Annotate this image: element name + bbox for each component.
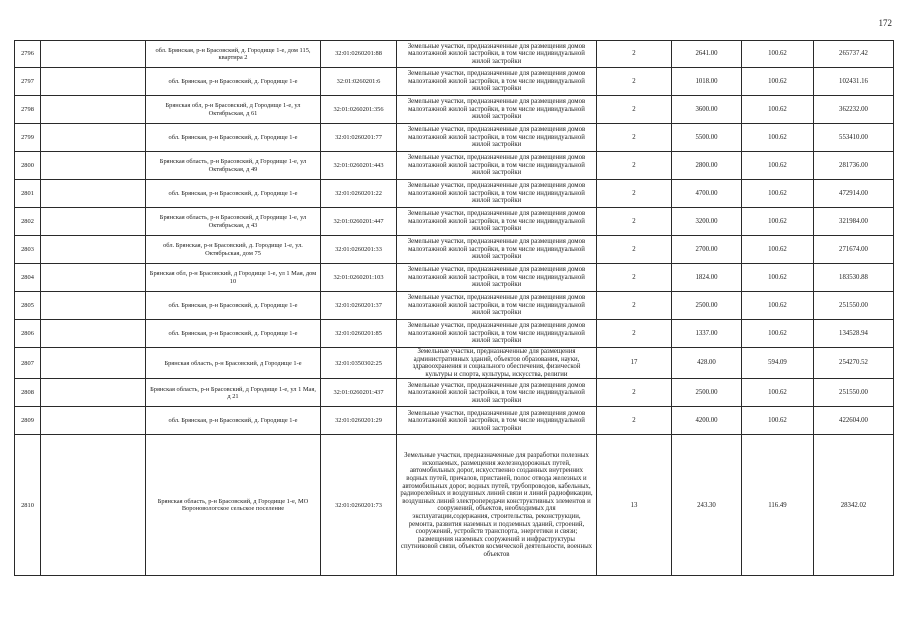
address-cell: обл. Брянская, р-н Брасовский, д. Городище 1-е bbox=[146, 180, 321, 208]
table-row bbox=[15, 292, 894, 320]
row-number: 2804 bbox=[15, 264, 41, 292]
land-purpose-cell: Земельные участки, предназначенные для размещения домов малоэтажной жилой застройки, в том числе индивидуальной жилой застройки bbox=[397, 180, 597, 208]
cadastral-number-cell: 32:01:0260201:103 bbox=[321, 264, 397, 292]
table-row bbox=[15, 320, 894, 348]
cadastral-value-cell: 134528.94 bbox=[814, 320, 894, 348]
area-cell: 4700.00 bbox=[672, 180, 742, 208]
cadastral-number-cell: 32:01:0260201:85 bbox=[321, 320, 397, 348]
specific-value-cell: 100.62 bbox=[742, 68, 814, 96]
address-cell: обл. Брянская, р-н Брасовский, д. Городище 1-е, ул. Октябрьская, дом 75 bbox=[146, 236, 321, 264]
land-purpose-cell: Земельные участки, предназначенные для размещения домов малоэтажной жилой застройки, в том числе индивидуальной жилой застройки bbox=[397, 68, 597, 96]
cadastral-value-cell: 251550.00 bbox=[814, 379, 894, 407]
table-row bbox=[15, 236, 894, 264]
address-cell: Брянская область, р-н Брасовский, д Городище 1-е, ул 1 Мая, д 21 bbox=[146, 379, 321, 407]
table-row bbox=[15, 407, 894, 435]
cadastral-number-cell: 32:01:0260201:437 bbox=[321, 379, 397, 407]
land-purpose-cell: Земельные участки, предназначенные для размещения домов малоэтажной жилой застройки, в том числе индивидуальной жилой застройки bbox=[397, 124, 597, 152]
blank-cell bbox=[41, 96, 146, 124]
land-purpose-cell: Земельные участки, предназначенные для размещения домов малоэтажной жилой застройки, в том числе индивидуальной жилой застройки bbox=[397, 236, 597, 264]
cadastral-value-cell: 183530.88 bbox=[814, 264, 894, 292]
specific-value-cell: 100.62 bbox=[742, 407, 814, 435]
specific-value-cell: 116.49 bbox=[742, 435, 814, 576]
address-cell: обл. Брянская, р-н Брасовский, д. Городище 1-е bbox=[146, 68, 321, 96]
purpose-code-cell: 17 bbox=[597, 348, 672, 379]
table-row bbox=[15, 348, 894, 379]
land-purpose-cell: Земельные участки, предназначенные для размещения домов малоэтажной жилой застройки, в том числе индивидуальной жилой застройки bbox=[397, 41, 597, 68]
cadastral-number-cell: 32:01:0260201:447 bbox=[321, 208, 397, 236]
purpose-code-cell: 2 bbox=[597, 292, 672, 320]
cadastral-value-cell: 553410.00 bbox=[814, 124, 894, 152]
address-cell: Брянская область, р-н Брасовский, д Городище 1-е, ул Октябрьская, д 43 bbox=[146, 208, 321, 236]
purpose-code-cell: 2 bbox=[597, 264, 672, 292]
specific-value-cell: 100.62 bbox=[742, 180, 814, 208]
land-purpose-cell: Земельные участки, предназначенные для размещения домов малоэтажной жилой застройки, в том числе индивидуальной жилой застройки bbox=[397, 152, 597, 180]
purpose-code-cell: 2 bbox=[597, 152, 672, 180]
cadastral-number-cell: 32:01:0350302:25 bbox=[321, 348, 397, 379]
land-purpose-cell: Земельные участки, предназначенные для разработки полезных ископаемых, размещения железнодорожных путей, автомобильных дорог, искусственно созданных внутренних водных путей, причалов, пристаней, полос отвода железных и автомобильных дорог, водных путей, трубопроводов, кабельных, радиорелейных и воздушных линий связи и линий радиофикации, воздушных линий электропередачи конструктивных элементов и сооружений, объектов, необходимых для эксплуатации,содержания, строительства, реконструкции, ремонта, развития наземных и подземных зданий, строений, сооружений, устройств транспорта, энергетики и связи; размещения наземных сооружений и инфраструктуры спутниковой связи, объектов космической деятельности, военных объектов bbox=[397, 435, 597, 576]
area-cell: 5500.00 bbox=[672, 124, 742, 152]
cadastral-value-cell: 321984.00 bbox=[814, 208, 894, 236]
blank-cell bbox=[41, 152, 146, 180]
purpose-code-cell: 2 bbox=[597, 208, 672, 236]
address-cell: Брянская область, р-н Брасовский, д Городище 1-е, МО Вороновологское сельское поселение bbox=[146, 435, 321, 576]
cadastral-value-cell: 472914.00 bbox=[814, 180, 894, 208]
purpose-code-cell: 2 bbox=[597, 236, 672, 264]
table-row bbox=[15, 124, 894, 152]
specific-value-cell: 100.62 bbox=[742, 292, 814, 320]
blank-cell bbox=[41, 435, 146, 576]
blank-cell bbox=[41, 407, 146, 435]
page-number: 172 bbox=[878, 18, 892, 28]
row-number: 2798 bbox=[15, 96, 41, 124]
row-number: 2806 bbox=[15, 320, 41, 348]
blank-cell bbox=[41, 124, 146, 152]
purpose-code-cell: 2 bbox=[597, 320, 672, 348]
purpose-code-cell: 2 bbox=[597, 96, 672, 124]
blank-cell bbox=[41, 320, 146, 348]
cadastral-value-cell: 271674.00 bbox=[814, 236, 894, 264]
land-purpose-cell: Земельные участки, предназначенные для размещения административных зданий, объектов образования, науки, здравоохранения и социального обеспечения, физической культуры и спорта, культуры, искусства, религии bbox=[397, 348, 597, 379]
area-cell: 2800.00 bbox=[672, 152, 742, 180]
row-number: 2809 bbox=[15, 407, 41, 435]
address-cell: обл. Брянская, р-н Брасовский, д. Городище 1-е bbox=[146, 124, 321, 152]
cadastral-value-cell: 254270.52 bbox=[814, 348, 894, 379]
blank-cell bbox=[41, 264, 146, 292]
cadastral-number-cell: 32:01:0260201:37 bbox=[321, 292, 397, 320]
cadastral-number-cell: 32:01:0260201:29 bbox=[321, 407, 397, 435]
specific-value-cell: 100.62 bbox=[742, 96, 814, 124]
table-row bbox=[15, 435, 894, 576]
purpose-code-cell: 13 bbox=[597, 435, 672, 576]
specific-value-cell: 100.62 bbox=[742, 208, 814, 236]
land-purpose-cell: Земельные участки, предназначенные для размещения домов малоэтажной жилой застройки, в том числе индивидуальной жилой застройки bbox=[397, 379, 597, 407]
table-row bbox=[15, 379, 894, 407]
purpose-code-cell: 2 bbox=[597, 180, 672, 208]
area-cell: 2700.00 bbox=[672, 236, 742, 264]
cadastral-value-cell: 362232.00 bbox=[814, 96, 894, 124]
row-number: 2810 bbox=[15, 435, 41, 576]
row-number: 2808 bbox=[15, 379, 41, 407]
cadastral-number-cell: 32:01:0260201:73 bbox=[321, 435, 397, 576]
cadastral-value-cell: 251550.00 bbox=[814, 292, 894, 320]
area-cell: 4200.00 bbox=[672, 407, 742, 435]
table-row bbox=[15, 41, 894, 68]
address-cell: Брянская обл, р-н Брасовский, д Городище 1-е, ул Октябрьская, д 61 bbox=[146, 96, 321, 124]
purpose-code-cell: 2 bbox=[597, 124, 672, 152]
blank-cell bbox=[41, 208, 146, 236]
area-cell: 2500.00 bbox=[672, 379, 742, 407]
specific-value-cell: 100.62 bbox=[742, 264, 814, 292]
area-cell: 243.30 bbox=[672, 435, 742, 576]
cadastral-value-cell: 265737.42 bbox=[814, 41, 894, 68]
cadastral-number-cell: 32:01:0260201:356 bbox=[321, 96, 397, 124]
cadastral-number-cell: 32:01:0260201:443 bbox=[321, 152, 397, 180]
blank-cell bbox=[41, 348, 146, 379]
row-number: 2797 bbox=[15, 68, 41, 96]
blank-cell bbox=[41, 236, 146, 264]
specific-value-cell: 594.09 bbox=[742, 348, 814, 379]
land-purpose-cell: Земельные участки, предназначенные для размещения домов малоэтажной жилой застройки, в том числе индивидуальной жилой застройки bbox=[397, 208, 597, 236]
address-cell: обл. Брянская, р-н Брасовский, д. Городище 1-е bbox=[146, 292, 321, 320]
area-cell: 1337.00 bbox=[672, 320, 742, 348]
table-row bbox=[15, 96, 894, 124]
cadastral-value-cell: 422604.00 bbox=[814, 407, 894, 435]
row-number: 2796 bbox=[15, 41, 41, 68]
address-cell: Брянская область, р-н Брасовский, д Городище 1-е bbox=[146, 348, 321, 379]
purpose-code-cell: 2 bbox=[597, 379, 672, 407]
specific-value-cell: 100.62 bbox=[742, 320, 814, 348]
purpose-code-cell: 2 bbox=[597, 68, 672, 96]
address-cell: обл. Брянская, р-н Брасовский, д. Городище 1-е, дом 115, квартира 2 bbox=[146, 41, 321, 68]
cadastral-number-cell: 32:01:0260201:88 bbox=[321, 41, 397, 68]
table-row bbox=[15, 180, 894, 208]
address-cell: Брянская область, р-н Брасовский, д Городище 1-е, ул Октябрьская, д 49 bbox=[146, 152, 321, 180]
land-purpose-cell: Земельные участки, предназначенные для размещения домов малоэтажной жилой застройки, в том числе индивидуальной жилой застройки bbox=[397, 264, 597, 292]
row-number: 2801 bbox=[15, 180, 41, 208]
cadastral-number-cell: 32:01:0260201:77 bbox=[321, 124, 397, 152]
blank-cell bbox=[41, 180, 146, 208]
row-number: 2799 bbox=[15, 124, 41, 152]
blank-cell bbox=[41, 379, 146, 407]
land-purpose-cell: Земельные участки, предназначенные для размещения домов малоэтажной жилой застройки, в том числе индивидуальной жилой застройки bbox=[397, 96, 597, 124]
cadastral-value-cell: 102431.16 bbox=[814, 68, 894, 96]
row-number: 2805 bbox=[15, 292, 41, 320]
specific-value-cell: 100.62 bbox=[742, 124, 814, 152]
specific-value-cell: 100.62 bbox=[742, 152, 814, 180]
blank-cell bbox=[41, 41, 146, 68]
cadastral-value-cell: 28342.02 bbox=[814, 435, 894, 576]
area-cell: 2641.00 bbox=[672, 41, 742, 68]
specific-value-cell: 100.62 bbox=[742, 236, 814, 264]
purpose-code-cell: 2 bbox=[597, 41, 672, 68]
land-purpose-cell: Земельные участки, предназначенные для размещения домов малоэтажной жилой застройки, в том числе индивидуальной жилой застройки bbox=[397, 320, 597, 348]
address-cell: обл. Брянская, р-н Брасовский, д. Городище 1-е bbox=[146, 407, 321, 435]
land-purpose-cell: Земельные участки, предназначенные для размещения домов малоэтажной жилой застройки, в том числе индивидуальной жилой застройки bbox=[397, 407, 597, 435]
address-cell: Брянская обл, р-н Брасовский, д Городище 1-е, ул 1 Мая, дом 10 bbox=[146, 264, 321, 292]
cadastral-number-cell: 32:01:0260201:6 bbox=[321, 68, 397, 96]
table-body bbox=[15, 41, 894, 576]
cadastral-number-cell: 32:01:0260201:33 bbox=[321, 236, 397, 264]
cadastral-table bbox=[14, 40, 894, 576]
row-number: 2800 bbox=[15, 152, 41, 180]
table-row bbox=[15, 152, 894, 180]
area-cell: 2500.00 bbox=[672, 292, 742, 320]
land-purpose-cell: Земельные участки, предназначенные для размещения домов малоэтажной жилой застройки, в том числе индивидуальной жилой застройки bbox=[397, 292, 597, 320]
cadastral-value-cell: 281736.00 bbox=[814, 152, 894, 180]
area-cell: 3600.00 bbox=[672, 96, 742, 124]
table-row bbox=[15, 264, 894, 292]
area-cell: 3200.00 bbox=[672, 208, 742, 236]
blank-cell bbox=[41, 292, 146, 320]
specific-value-cell: 100.62 bbox=[742, 379, 814, 407]
area-cell: 428.00 bbox=[672, 348, 742, 379]
area-cell: 1824.00 bbox=[672, 264, 742, 292]
address-cell: обл. Брянская, р-н Брасовский, д. Городище 1-е bbox=[146, 320, 321, 348]
row-number: 2807 bbox=[15, 348, 41, 379]
cadastral-number-cell: 32:01:0260201:22 bbox=[321, 180, 397, 208]
row-number: 2802 bbox=[15, 208, 41, 236]
row-number: 2803 bbox=[15, 236, 41, 264]
area-cell: 1018.00 bbox=[672, 68, 742, 96]
blank-cell bbox=[41, 68, 146, 96]
table-row bbox=[15, 208, 894, 236]
specific-value-cell: 100.62 bbox=[742, 41, 814, 68]
table-row bbox=[15, 68, 894, 96]
purpose-code-cell: 2 bbox=[597, 407, 672, 435]
